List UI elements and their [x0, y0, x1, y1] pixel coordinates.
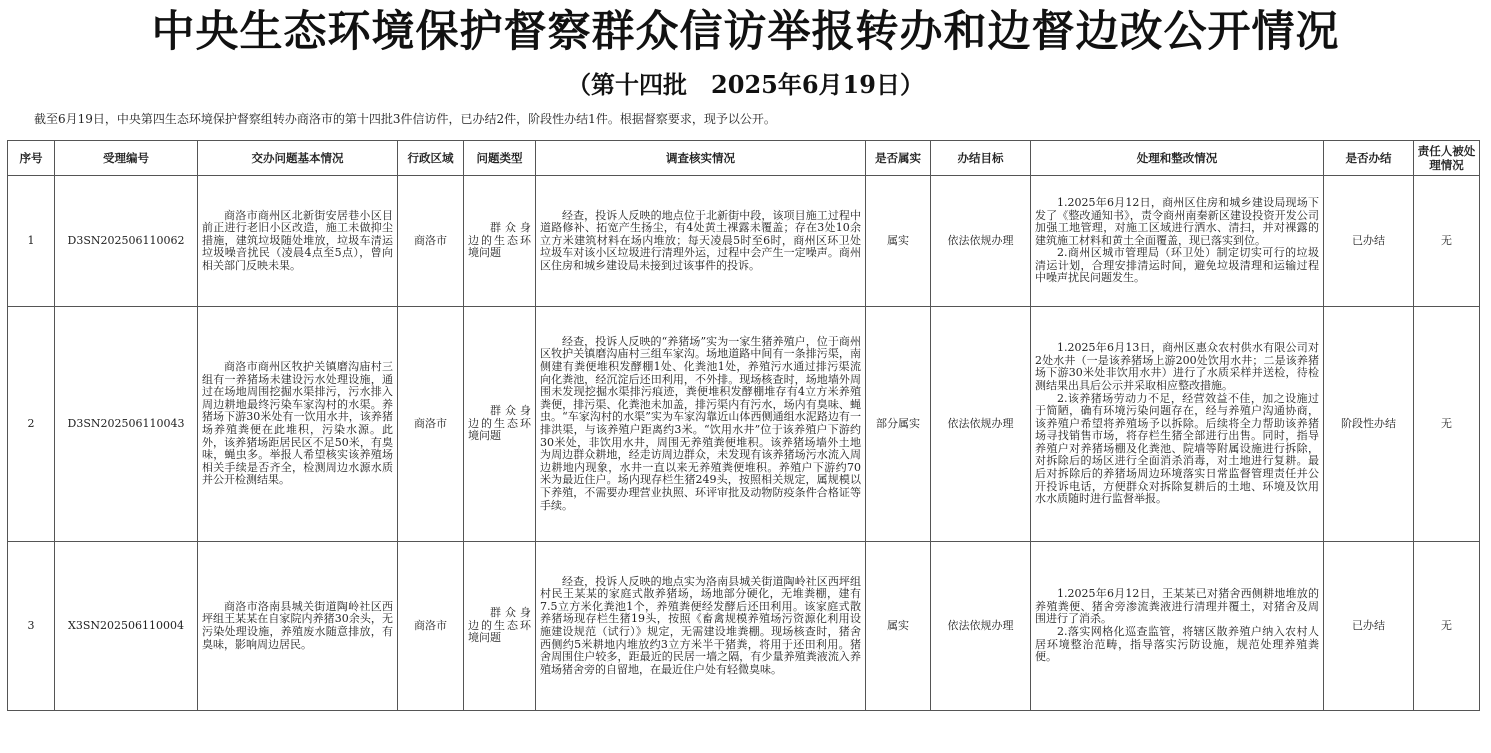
cell-handling: [1031, 542, 1324, 711]
cell-handling: [1031, 176, 1324, 307]
investigation-text: 经查，投诉人反映的地点实为洛南县城关街道陶岭社区西坪组村民王某某的家庭式散养猪场，场地部分硬化，无堆粪棚，建有7.5立方米化粪池1个，养殖粪便经发酵后还田利用。该家庭式散养猪场现存栏生猪19头，按照《畜禽规模养殖场污资源化利用设施建设规范（试行）》规定，无需建设堆粪棚。现场核查时，猪舍西侧约5米耕地内堆放约3立方米半干猪粪，将用于还田利用。猪舍周围住户较多，距最近的民居一墙之隔，有少量养殖粪液流入养殖场猪舍旁的自留地，在最近住户处有轻微臭味。: [540, 574, 861, 676]
cell-region: 商洛市: [398, 176, 464, 307]
col-header-handling: 处理和整改情况: [1031, 141, 1324, 176]
cell-region: 商洛市: [398, 307, 464, 542]
table-row: [8, 542, 1480, 711]
cell-type: [464, 307, 536, 542]
cell-region: 商洛市: [398, 542, 464, 711]
col-header-closed: 是否办结: [1324, 141, 1414, 176]
cell-index: 3: [8, 542, 55, 711]
cell-closed: 阶段性办结: [1324, 307, 1414, 542]
cell-goal: 依法依规办理: [931, 542, 1031, 711]
cell-goal: 依法依规办理: [931, 176, 1031, 307]
cell-index: 1: [8, 176, 55, 307]
cell-punish: 无: [1414, 176, 1480, 307]
investigation-text: 经查，投诉人反映的地点位于北新街中段，该项目施工过程中道路修补、拓宽产生扬尘，有4处黄土裸露未覆盖；存在3处10余立方米建筑材料在场内堆放；每天凌晨5时至6时，商州区环卫处垃圾车对该小区垃圾进行清理外运，过程中会产生一定噪声。商州区住房和城乡建设局未接到过该事件的投诉。: [540, 208, 861, 272]
cell-handling: [1031, 307, 1324, 542]
handling-paragraph: 1.2025年6月12日，王某某已对猪舍西侧耕地堆放的养殖粪便、猪舍旁渗流粪液进行清理并覆土，对猪舍及周围进行了消杀。: [1035, 587, 1319, 626]
cell-true-status: 属实: [866, 176, 931, 307]
cell-index: 2: [8, 307, 55, 542]
type-text: 群众身边的生态环境问题: [468, 606, 531, 645]
cell-code: D3SN202506110043: [55, 307, 198, 542]
cell-code: D3SN202506110062: [55, 176, 198, 307]
cell-punish: 无: [1414, 542, 1480, 711]
col-header-index: 序号: [8, 141, 55, 176]
handling-paragraph: 2.落实网格化巡查监管，将辖区散养殖户纳入农村人居环境整治范畴，指导落实污防设施，规范处理养殖粪便。: [1035, 625, 1319, 664]
table-header-row: [8, 141, 1480, 176]
cell-closed: 已办结: [1324, 542, 1414, 711]
handling-paragraph: 1.2025年6月12日，商州区住房和城乡建设局现场下发了《整改通知书》，责令商州南秦新区建设投资开发公司加强工地管理，对施工区域进行洒水、清扫，并对裸露的建筑施工材料和黄土全面覆盖，现已落实到位。: [1035, 195, 1319, 247]
cell-type: [464, 176, 536, 307]
issue-text: 商洛市洛南县城关街道陶岭社区西坪组王某某在自家院内养猪30余头，无污染处理设施，养殖废水随意排放，有臭味，影响周边居民。: [202, 599, 393, 651]
cell-type: [464, 542, 536, 711]
handling-paragraph: 2.商州区城市管理局（环卫处）制定切实可行的垃圾清运计划，合理安排清运时间，避免垃圾清理和运输过程中噪声扰民问题发生。: [1035, 246, 1319, 285]
investigation-text: 经查，投诉人反映的“养猪场”实为一家生猪养殖户，位于商州区牧护关镇磨沟庙村三组车家沟。场地道路中间有一条排污渠，南侧建有粪便堆积发酵棚1处、化粪池1处，养殖污水通过排污渠流向化粪池，经沉淀后还田利用，不外排。现场核查时，场地墙外周围未发现挖掘水渠排污痕迹，粪便堆积发酵棚堆存有4立方米养殖粪便，排污渠、化粪池未加盖，排污渠内有污水，场内有臭味、蝇虫。“车家沟村的水渠”实为车家沟靠近山体西侧通组水泥路边有一排洪渠，与该养殖户距离约3米。“饮用水井”位于该养殖户下游约30米处，非饮用水井，周围无养殖粪便堆积。该养猪场墙外土地为周边群众耕地，经走访周边群众，未发现有该养猪场污水流入周边耕地内现象，水井一直以来无养殖粪便堆积。养殖户下游约70米为最近住户。场内现存栏生猪249头，按照相关规定，属规模以下养殖，不需要办理营业执照、环评审批及动物防疫条件合格证等手续。: [540, 334, 861, 512]
col-header-code: 受理编号: [55, 141, 198, 176]
issue-text: 商洛市商州区北新街安居巷小区目前正进行老旧小区改造，施工未做抑尘措施，建筑垃圾随处堆放，垃圾车清运垃圾噪音扰民（凌晨4点至5点），曾向相关部门反映未果。: [202, 208, 393, 272]
cell-issue: [198, 176, 398, 307]
cell-issue: [198, 542, 398, 711]
cell-punish: 无: [1414, 307, 1480, 542]
cell-code: X3SN202506110004: [55, 542, 198, 711]
col-header-issue: 交办问题基本情况: [198, 141, 398, 176]
cell-true-status: 属实: [866, 542, 931, 711]
cell-investigation: [536, 176, 866, 307]
page-subtitle: （第十四批 2025年6月19日）: [567, 70, 924, 99]
handling-paragraph: 2.该养猪场劳动力不足，经营效益不佳，加之设施过于简陋，确有环境污染问题存在，经与养殖户沟通协商，该养殖户希望将养殖场予以拆除。后续将全力帮助该养猪场寻找销售市场，将存栏生猪全部进行出售。同时，指导养殖户对养猪场棚及化粪池、院墙等附属设施进行拆除，对拆除后的场区进行全面消杀消毒，对土地进行复耕。最后对拆除后的养猪场周边环境落实日常监督管理责任并公开投诉电话，方便群众对拆除复耕后的土地、环境及饮用水水质随时进行监督举报。: [1035, 391, 1319, 506]
col-header-punish: 责任人被处理情况: [1414, 141, 1480, 176]
col-header-type: 问题类型: [464, 141, 536, 176]
col-header-goal: 办结目标: [931, 141, 1031, 176]
type-text: 群众身边的生态环境问题: [468, 404, 531, 443]
cell-goal: 依法依规办理: [931, 307, 1031, 542]
col-header-true-status: 是否属实: [866, 141, 931, 176]
cell-investigation: [536, 542, 866, 711]
cell-true-status: 部分属实: [866, 307, 931, 542]
type-text: 群众身边的生态环境问题: [468, 221, 531, 260]
col-header-investigation: 调查核实情况: [536, 141, 866, 176]
report-table: [7, 140, 1480, 711]
table-row: [8, 307, 1480, 542]
issue-text: 商洛市商州区牧护关镇磨沟庙村三组有一养猪场未建设污水处理设施，通过在场地周围挖掘水渠排污，污水排入周边耕地最终污染车家沟村的水渠。养猪场下游30米处有一饮用水井，该养猪场养殖粪便在此堆积，污染水源。此外，该养猪场距居民区不足50米，有臭味，蝇虫多。举报人希望核实该养殖场相关手续是否齐全，检测周边水源水质并公开检测结果。: [202, 360, 393, 487]
cell-issue: [198, 307, 398, 542]
cell-closed: 已办结: [1324, 176, 1414, 307]
table-row: [8, 176, 1480, 307]
col-header-region: 行政区域: [398, 141, 464, 176]
intro-text: 截至6月19日，中央第四生态环境保护督察组转办商洛市的第十四批3件信访件，已办结2件，阶段性办结1件。根据督察要求，现予以公开。: [34, 112, 776, 126]
page-title: 中央生态环境保护督察群众信访举报转办和边督边改公开情况: [151, 7, 1340, 57]
cell-investigation: [536, 307, 866, 542]
handling-paragraph: 1.2025年6月13日，商州区惠众农村供水有限公司对2处水井（一是该养猪场上游200处饮用水井；二是该养猪场下游30米处非饮用水井）进行了水质采样并送检，待检测结果出具后公示并采取相应整改措施。: [1035, 341, 1319, 392]
